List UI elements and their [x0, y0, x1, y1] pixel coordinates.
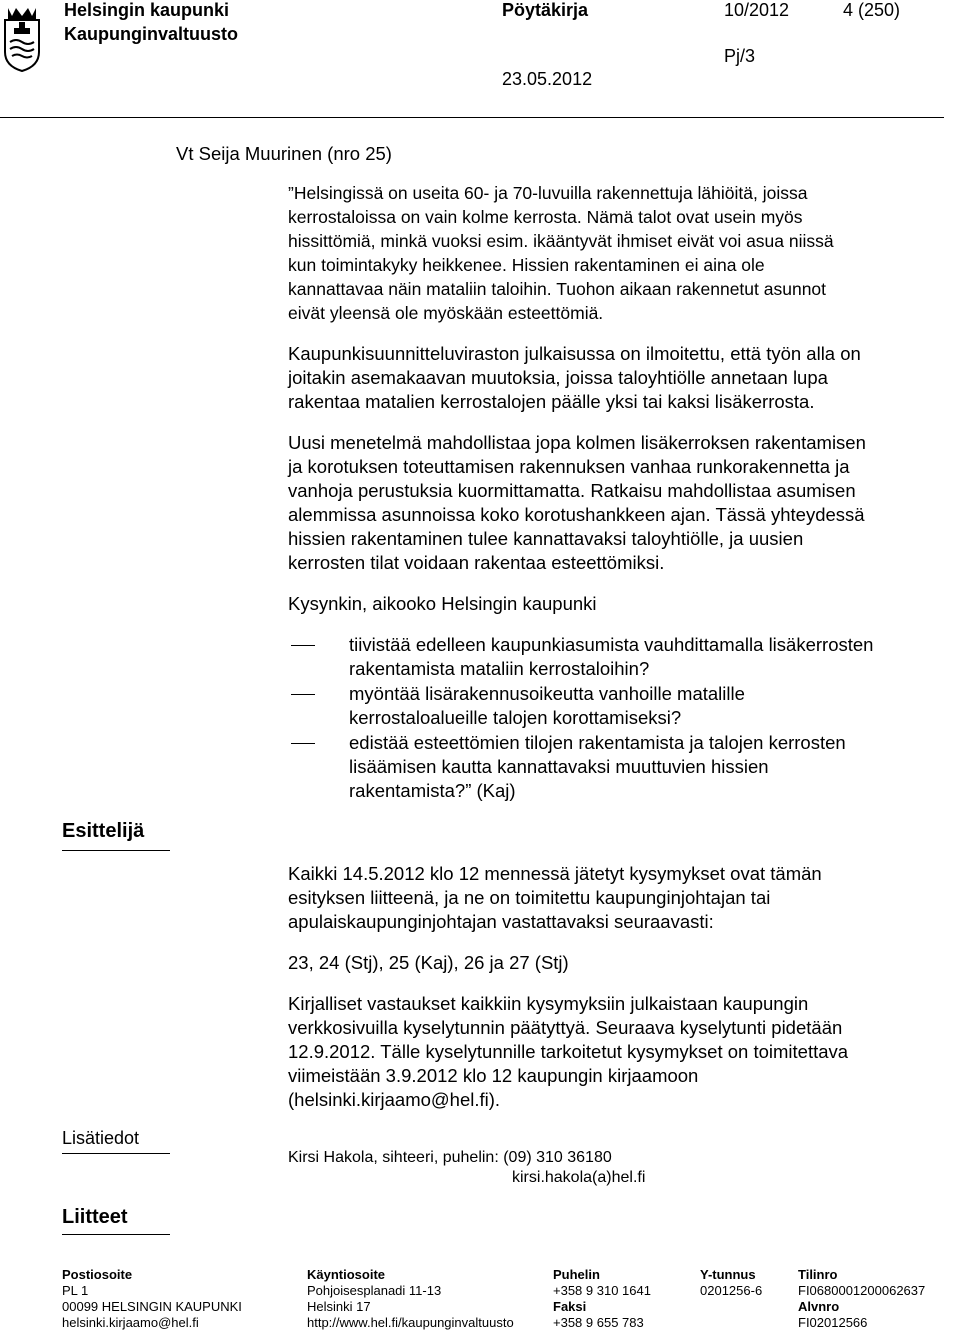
footer-postal-line: 00099 HELSINGIN KAUPUNKI — [62, 1299, 242, 1314]
footer-phone-heading: Puhelin — [553, 1267, 600, 1282]
bullet-dash — [291, 743, 315, 744]
footer-visit-heading: Käyntiosoite — [307, 1267, 386, 1282]
question-line: ”Helsingissä on useita 60- ja 70-luvuilla rakennettuja lähiöitä, joissa — [288, 183, 808, 203]
footer-postal-heading: Postiosoite — [62, 1267, 133, 1282]
footer-email: helsinki.kirjaamo@hel.fi — [62, 1315, 199, 1330]
contact-line: Kirsi Hakola, sihteeri, puhelin: (09) 310 36180 — [288, 1149, 612, 1166]
footer-visit-line: Pohjoisesplanadi 11-13 — [307, 1283, 442, 1298]
presenter-line: (helsinki.kirjaamo@hel.fi). — [288, 1089, 501, 1110]
question-line: hissittömiä, minkä vuoksi esim. ikääntyvät ihmiset eivät voi asua niissä — [288, 231, 834, 251]
footer-business-id-heading: Y-tunnus — [700, 1267, 756, 1282]
footer-visit-line: Helsinki 17 — [307, 1299, 371, 1314]
bullet-dash — [291, 645, 315, 646]
agenda-item: Pj/3 — [724, 46, 756, 66]
footer-fax: +358 9 655 783 — [553, 1315, 644, 1330]
question-allocation: 23, 24 (Stj), 25 (Kaj), 26 ja 27 (Stj) — [288, 952, 569, 973]
attachments-rule — [62, 1234, 170, 1235]
footer-phone: +358 9 310 1641 — [553, 1283, 651, 1298]
attachments-label: Liitteet — [62, 1206, 128, 1228]
header-divider — [0, 117, 944, 118]
question-line: eivät yleensä ole myöskään esteettömiä. — [288, 303, 604, 323]
footer-vat-heading: Alvnro — [798, 1299, 840, 1314]
footer-business-id: 0201256-6 — [700, 1283, 763, 1298]
question-line: kun toimintakyky heikkenee. Hissien rakentaminen ei aina ole — [288, 255, 765, 275]
bullet-line: tiivistää edelleen kaupunkiasumista vauhdittamalla lisäkerrosten — [349, 634, 874, 655]
bullet-line: lisäämisen kautta kannattavaksi muuttuvien hissien — [349, 756, 769, 777]
paragraph-line: ja korotuksen toteuttamisen rakennuksen vanhaa runkorakennetta ja — [288, 456, 850, 477]
submitter-line: Vt Seija Muurinen (nro 25) — [176, 143, 392, 164]
footer-fax-heading: Faksi — [553, 1299, 587, 1314]
paragraph-line: Uusi menetelmä mahdollistaa jopa kolmen lisäkerroksen rakentamisen — [288, 432, 866, 453]
question-line: kerrostaloissa on vain kolme kerrosta. Nämä talot ovat usein myös — [288, 207, 803, 227]
document-number: 10/2012 — [724, 0, 790, 20]
bullet-line: rakentamista mataliin kerrostaloihin? — [349, 658, 650, 679]
bullet-line: kerrostaloalueille talojen korottamiseksi? — [349, 707, 682, 728]
paragraph-line: hissien rakentaminen tulee kannattavaksi taloyhtiölle, ja uusien — [288, 528, 804, 549]
paragraph-line: vanhoja perustuksia kuormittamatta. Ratkaisu mahdollistaa asumisen — [288, 480, 856, 501]
paragraph-line: rakentaa matalien kerrostalojen päälle yksi tai kaksi lisäkerrosta. — [288, 391, 815, 412]
page-number: 4 (250) — [843, 0, 901, 20]
bullet-dash — [291, 694, 315, 695]
contact-email: kirsi.hakola(a)hel.fi — [512, 1169, 646, 1186]
footer-account-heading: Tilinro — [798, 1267, 838, 1282]
organization-name: Helsingin kaupunki — [64, 0, 230, 20]
footer-account: FI0680001200062637 — [798, 1283, 926, 1298]
more-info-rule — [62, 1153, 170, 1154]
more-info-label: Lisätiedot — [62, 1128, 140, 1148]
paragraph-line: kerrosten tilat voidaan rakentaa esteettömiksi. — [288, 552, 665, 573]
paragraph-line: Kaupunkisuunnitteluviraston julkaisussa on ilmoitettu, että työn alla on — [288, 343, 861, 364]
footer-vat: FI02012566 — [798, 1315, 868, 1330]
question-intro: Kysynkin, aikooko Helsingin kaupunki — [288, 593, 597, 614]
question-line: kannattavaa näin mataliin taloihin. Tuohon aikaan rakennetut asunnot — [288, 279, 827, 299]
presenter-line: 12.9.2012. Tälle kyselytunnille tarkoitetut kysymykset on toimitettava — [288, 1041, 849, 1062]
presenter-line: viimeistään 3.9.2012 klo 12 kaupungin kirjaamoon — [288, 1065, 699, 1086]
bullet-line: edistää esteettömien tilojen rakentamista ja talojen kerrosten — [349, 732, 846, 753]
footer-postal-line: PL 1 — [62, 1283, 89, 1298]
presenter-label: Esittelijä — [62, 820, 145, 842]
bullet-line: myöntää lisärakennusoikeutta vanhoille matalille — [349, 683, 745, 704]
body-name: Kaupunginvaltuusto — [64, 24, 238, 44]
presenter-rule — [62, 850, 170, 851]
presenter-line: verkkosivuilla kyselytunnin päätyttyä. Seuraava kyselytunti pidetään — [288, 1017, 843, 1038]
document-type: Pöytäkirja — [502, 0, 589, 20]
paragraph-line: joitakin asemakaavan muutoksia, joissa taloyhtiölle annetaan lupa — [288, 367, 828, 388]
presenter-line: esityksen liitteenä, ja ne on toimitettu kaupunginjohtajan tai — [288, 887, 771, 908]
bullet-line: rakentamista?” (Kaj) — [349, 780, 516, 801]
paragraph-line: alemmissa asunnoissa koko korotushankkeen ajan. Tässä yhteydessä — [288, 504, 865, 525]
document-date: 23.05.2012 — [502, 69, 593, 89]
footer-website: http://www.hel.fi/kaupunginvaltuusto — [307, 1315, 514, 1330]
presenter-line: Kirjalliset vastaukset kaikkiin kysymyksiin julkaistaan kaupungin — [288, 993, 809, 1014]
presenter-line: Kaikki 14.5.2012 klo 12 mennessä jätetyt kysymykset ovat tämän — [288, 863, 822, 884]
presenter-line: apulaiskaupunginjohtajan vastattavaksi seuraavasti: — [288, 911, 714, 932]
helsinki-coat-of-arms-logo — [2, 2, 42, 72]
